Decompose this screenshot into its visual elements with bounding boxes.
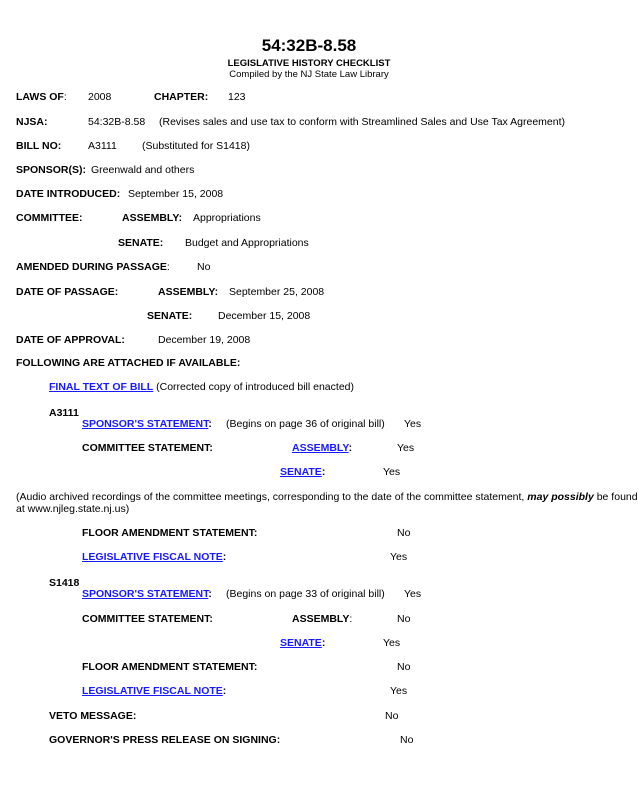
s1418-senate-value: Yes: [383, 637, 401, 649]
passage-senate-value: December 15, 2008: [218, 310, 311, 322]
a3111-sponsor-statement: SPONSOR'S STATEMENT:: [82, 418, 212, 430]
committee-senate-value: Budget and Appropriations: [185, 237, 309, 249]
committee-assembly-label: ASSEMBLY:: [122, 212, 183, 224]
date-of-approval-value: December 19, 2008: [158, 334, 251, 346]
bill-no-note: (Substituted for S1418): [142, 140, 250, 152]
s1418-assembly: ASSEMBLY:: [292, 613, 353, 625]
a3111-senate: SENATE:: [280, 466, 326, 478]
s1418-assembly-value: No: [397, 613, 411, 625]
veto-value: No: [385, 710, 399, 722]
s1418-floor-value: No: [397, 661, 411, 673]
attached-heading: FOLLOWING ARE ATTACHED IF AVAILABLE:: [16, 357, 241, 369]
s1418-fiscal-note: LEGISLATIVE FISCAL NOTE:: [82, 685, 227, 697]
press-release-label: GOVERNOR'S PRESS RELEASE ON SIGNING:: [49, 734, 281, 746]
final-text-link[interactable]: FINAL TEXT OF BILL: [49, 381, 154, 393]
passage-senate-label: SENATE:: [147, 310, 193, 322]
committee-label: COMMITTEE:: [16, 212, 83, 224]
bill-no-value: A3111: [88, 140, 117, 152]
final-text-row: [49, 381, 354, 394]
a3111-sponsor-value: Yes: [404, 418, 422, 430]
a3111-assembly-value: Yes: [397, 442, 415, 454]
amended-label: AMENDED DURING PASSAGE:: [16, 261, 170, 273]
a3111-fiscal-link[interactable]: LEGISLATIVE FISCAL NOTE: [82, 551, 223, 563]
passage-assembly-label: ASSEMBLY:: [158, 286, 219, 298]
s1418-sponsor-statement: SPONSOR'S STATEMENT:: [82, 588, 212, 600]
s1418-sponsor-value: Yes: [404, 588, 422, 600]
audio-note-line2: at www.njleg.state.nj.us): [16, 503, 130, 515]
njsa-label: NJSA:: [16, 116, 48, 128]
s1418-senate-link[interactable]: SENATE: [280, 637, 322, 649]
s1418-heading: S1418: [49, 577, 80, 589]
chapter-value: 123: [228, 91, 246, 103]
s1418-sponsor-link[interactable]: SPONSOR'S STATEMENT: [82, 588, 209, 600]
s1418-assembly-label: ASSEMBLY: [292, 613, 350, 625]
a3111-fiscal-note: LEGISLATIVE FISCAL NOTE:: [82, 551, 227, 563]
s1418-committee-label: COMMITTEE STATEMENT:: [82, 613, 213, 625]
date-introduced-value: September 15, 2008: [128, 188, 224, 200]
a3111-fiscal-value: Yes: [390, 551, 408, 563]
a3111-sponsor-note: (Begins on page 36 of original bill): [226, 418, 385, 430]
a3111-senate-value: Yes: [383, 466, 401, 478]
njsa-value: 54:32B-8.58: [88, 116, 146, 128]
a3111-heading: A3111: [49, 407, 79, 419]
sponsors-value: Greenwald and others: [91, 164, 195, 176]
s1418-sponsor-note: (Begins on page 33 of original bill): [226, 588, 385, 600]
a3111-floor-value: No: [397, 527, 411, 539]
a3111-senate-link[interactable]: SENATE: [280, 466, 322, 478]
press-release-value: No: [400, 734, 414, 746]
final-text-note: (Corrected copy of introduced bill enacted): [156, 381, 354, 393]
a3111-assembly-link[interactable]: ASSEMBLY: [292, 442, 349, 454]
committee-assembly-value: Appropriations: [193, 212, 261, 224]
bill-no-label: BILL NO:: [16, 140, 62, 152]
sponsors-label: SPONSOR(S):: [16, 164, 87, 176]
njsa-description: (Revises sales and use tax to conform with Streamlined Sales and Use Tax Agreement): [159, 116, 566, 128]
date-of-passage-label: DATE OF PASSAGE:: [16, 286, 119, 298]
document-subtitle: LEGISLATIVE HISTORY CHECKLIST: [227, 58, 391, 69]
s1418-senate: SENATE:: [280, 637, 326, 649]
date-introduced-label: DATE INTRODUCED:: [16, 188, 121, 200]
a3111-assembly: ASSEMBLY:: [292, 442, 353, 454]
s1418-fiscal-link[interactable]: LEGISLATIVE FISCAL NOTE: [82, 685, 223, 697]
a3111-committee-label: COMMITTEE STATEMENT:: [82, 442, 213, 454]
compiled-by: Compiled by the NJ State Law Library: [229, 69, 389, 80]
audio-note-line1: (Audio archived recordings of the committee meetings, corresponding to the date of the committee statement, may possibly be found: [16, 491, 638, 503]
veto-label: VETO MESSAGE:: [49, 710, 137, 722]
s1418-fiscal-value: Yes: [390, 685, 408, 697]
laws-of-label: LAWS OF:: [16, 91, 67, 103]
a3111-sponsor-link[interactable]: SPONSOR'S STATEMENT: [82, 418, 209, 430]
page-title: 54:32B-8.58: [261, 36, 357, 55]
amended-value: No: [197, 261, 211, 273]
s1418-floor-label: FLOOR AMENDMENT STATEMENT:: [82, 661, 258, 673]
a3111-floor-label: FLOOR AMENDMENT STATEMENT:: [82, 527, 258, 539]
passage-assembly-value: September 25, 2008: [229, 286, 325, 298]
chapter-label: CHAPTER:: [154, 91, 209, 103]
committee-senate-label: SENATE:: [118, 237, 164, 249]
date-of-approval-label: DATE OF APPROVAL:: [16, 334, 125, 346]
laws-of-value: 2008: [88, 91, 112, 103]
